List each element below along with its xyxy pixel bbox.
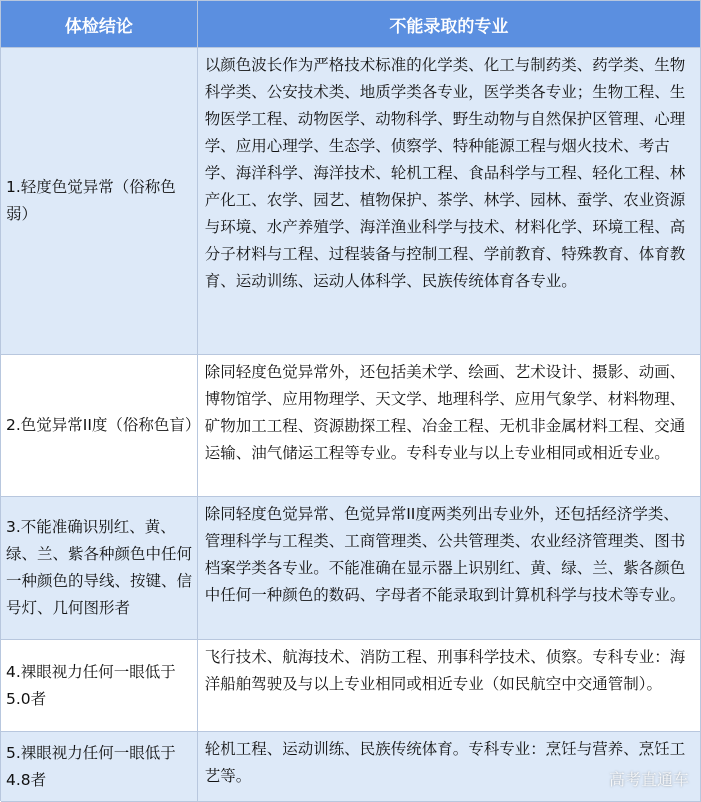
condition-text: 3.不能准确识别红、黄、绿、兰、紫各种颜色中任何一种颜色的导线、按键、信号灯、几何图形者 [6,514,193,622]
condition-text: 1.轻度色觉异常（俗称色弱） [6,174,193,228]
condition-cell [1,497,198,640]
majors-cell: 除同轻度色觉异常、色觉异常II度两类列出专业外，还包括经济学类、管理科学与工程类、工商管理类、公共管理类、农业经济管理类、图书档案学类各专业。不能准确在显示器上识别红、黄、绿、兰、紫各颜色中任何一种颜色的数码、字母者不能录取到计算机科学与技术等专业。 [198,497,701,640]
condition-cell [1,355,198,497]
condition-text: 5.裸眼视力任何一眼低于4.8者 [6,740,193,794]
header-restricted-majors: 不能录取的专业 [198,1,701,48]
majors-cell: 飞行技术、航海技术、消防工程、刑事科学技术、侦察。专科专业：海洋船舶驾驶及与以上专业相同或相近专业（如民航空中交通管制）。 [198,640,701,732]
majors-cell: 轮机工程、运动训练、民族传统体育。专科专业：烹饪与营养、烹饪工艺等。 [198,732,701,802]
condition-cell [1,732,198,802]
table-row [1,48,701,355]
table-row [1,732,701,802]
condition-text: 4.裸眼视力任何一眼低于5.0者 [6,659,193,713]
header-exam-conclusion: 体检结论 [1,1,198,48]
condition-text: 2.色觉异常II度（俗称色盲） [6,412,193,439]
condition-cell [1,640,198,732]
majors-cell: 除同轻度色觉异常外，还包括美术学、绘画、艺术设计、摄影、动画、博物馆学、应用物理学、天文学、地理科学、应用气象学、材料物理、矿物加工工程、资源勘探工程、冶金工程、无机非金属材料工程、交通运输、油气储运工程等专业。专科专业与以上专业相同或相近专业。 [198,355,701,497]
majors-cell: 以颜色波长作为严格技术标准的化学类、化工与制药类、药学类、生物科学类、公安技术类、地质学类各专业，医学类各专业；生物工程、生物医学工程、动物医学、动物科学、野生动物与自然保护区管理、心理学、应用心理学、生态学、侦察学、特种能源工程与烟火技术、考古学、海洋科学、海洋技术、轮机工程、食品科学与工程、轻化工程、林产化工、农学、园艺、植物保护、茶学、林学、园林、蚕学、农业资源与环境、水产养殖学、海洋渔业科学与技术、材料化学、环境工程、高分子材料与工程、过程装备与控制工程、学前教育、特殊教育、体育教育、运动训练、运动人体科学、民族传统体育各专业。 [198,48,701,355]
table-row [1,640,701,732]
table-row [1,355,701,497]
watermark: 高考直通车 [609,767,689,790]
condition-cell [1,48,198,355]
table-row [1,497,701,640]
table-header-row [1,1,701,48]
